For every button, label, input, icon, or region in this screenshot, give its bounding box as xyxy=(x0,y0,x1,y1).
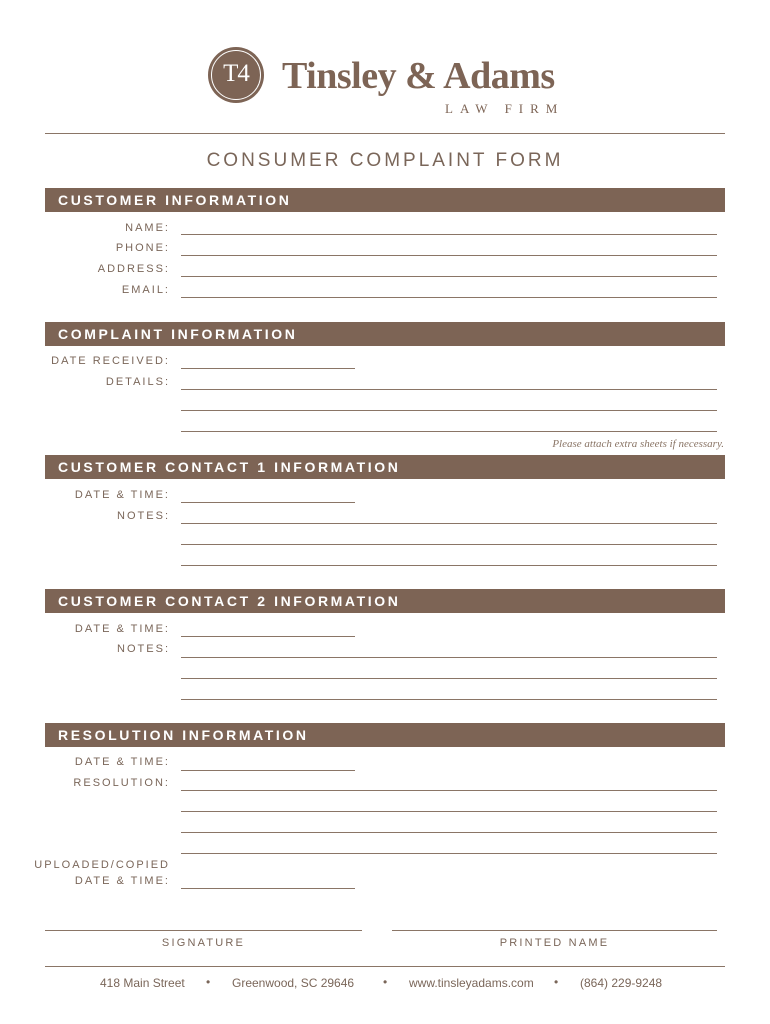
uploaded-copied-label: UPLOADED/COPIED xyxy=(34,859,170,871)
contact1-notes-line[interactable] xyxy=(181,565,717,566)
resolution-line[interactable] xyxy=(181,790,717,791)
footer-separator: • xyxy=(206,975,211,989)
contact2-notes-label: NOTES: xyxy=(117,643,170,655)
section-customer-header: CUSTOMER INFORMATION xyxy=(45,188,725,212)
contact2-date-time-field[interactable] xyxy=(181,636,355,637)
date-received-field[interactable] xyxy=(181,368,355,369)
section-contact2-header: CUSTOMER CONTACT 2 INFORMATION xyxy=(45,589,725,613)
signature-label: SIGNATURE xyxy=(161,937,246,949)
contact1-notes-label: NOTES: xyxy=(117,510,170,522)
contact1-notes-line[interactable] xyxy=(181,544,717,545)
contact2-notes-line[interactable] xyxy=(181,657,717,658)
printed-name-field[interactable] xyxy=(392,930,717,931)
resolution-line[interactable] xyxy=(181,811,717,812)
section-complaint-header: COMPLAINT INFORMATION xyxy=(45,322,725,346)
resolution-line[interactable] xyxy=(181,832,717,833)
contact2-notes-line[interactable] xyxy=(181,699,717,700)
logo-subtitle: LAW FIRM xyxy=(445,101,565,116)
phone-label: PHONE: xyxy=(115,242,170,254)
resolution-label: RESOLUTION: xyxy=(73,777,170,789)
contact1-notes-line[interactable] xyxy=(181,523,717,524)
attach-sheets-note: Please attach extra sheets if necessary. xyxy=(552,438,724,450)
uploaded-date-time-field[interactable] xyxy=(181,888,355,889)
resolution-line[interactable] xyxy=(181,853,717,854)
date-received-label: DATE RECEIVED: xyxy=(51,355,170,367)
name-label: NAME: xyxy=(125,222,170,234)
email-label: EMAIL: xyxy=(121,284,170,296)
footer-city: Greenwood, SC 29646 xyxy=(232,976,355,990)
contact1-date-time-field[interactable] xyxy=(181,502,355,503)
resolution-date-time-field[interactable] xyxy=(181,770,355,771)
footer-divider xyxy=(45,966,725,967)
logo-monogram xyxy=(208,47,264,103)
details-field-line[interactable] xyxy=(181,410,717,411)
contact2-date-time-label: DATE & TIME: xyxy=(74,623,170,635)
details-field-line[interactable] xyxy=(181,389,717,390)
signature-field[interactable] xyxy=(45,930,362,931)
footer-phone: (864) 229-9248 xyxy=(580,976,663,990)
contact2-notes-line[interactable] xyxy=(181,678,717,679)
phone-field[interactable] xyxy=(181,255,717,256)
printed-name-label: PRINTED NAME xyxy=(499,937,610,949)
footer-separator: • xyxy=(383,975,388,989)
footer-website: www.tinsleyadams.com xyxy=(409,976,534,990)
details-label: DETAILS: xyxy=(105,376,170,388)
section-contact1-header: CUSTOMER CONTACT 1 INFORMATION xyxy=(45,455,725,479)
logo-name: Tinsley & Adams xyxy=(282,55,555,97)
section-resolution-header: RESOLUTION INFORMATION xyxy=(45,723,725,747)
resolution-date-time-label: DATE & TIME: xyxy=(74,756,170,768)
details-field-line[interactable] xyxy=(181,431,717,432)
header-divider xyxy=(45,133,725,134)
logo-monogram-text: T4 xyxy=(223,60,249,87)
uploaded-date-time-label: DATE & TIME: xyxy=(74,875,170,887)
name-field[interactable] xyxy=(181,234,717,235)
address-label: ADDRESS: xyxy=(97,263,170,275)
contact1-date-time-label: DATE & TIME: xyxy=(74,489,170,501)
address-field[interactable] xyxy=(181,276,717,277)
footer-separator: • xyxy=(554,975,559,989)
email-field[interactable] xyxy=(181,297,717,298)
footer-address: 418 Main Street xyxy=(100,976,185,990)
form-title: CONSUMER COMPLAINT FORM xyxy=(206,150,564,171)
